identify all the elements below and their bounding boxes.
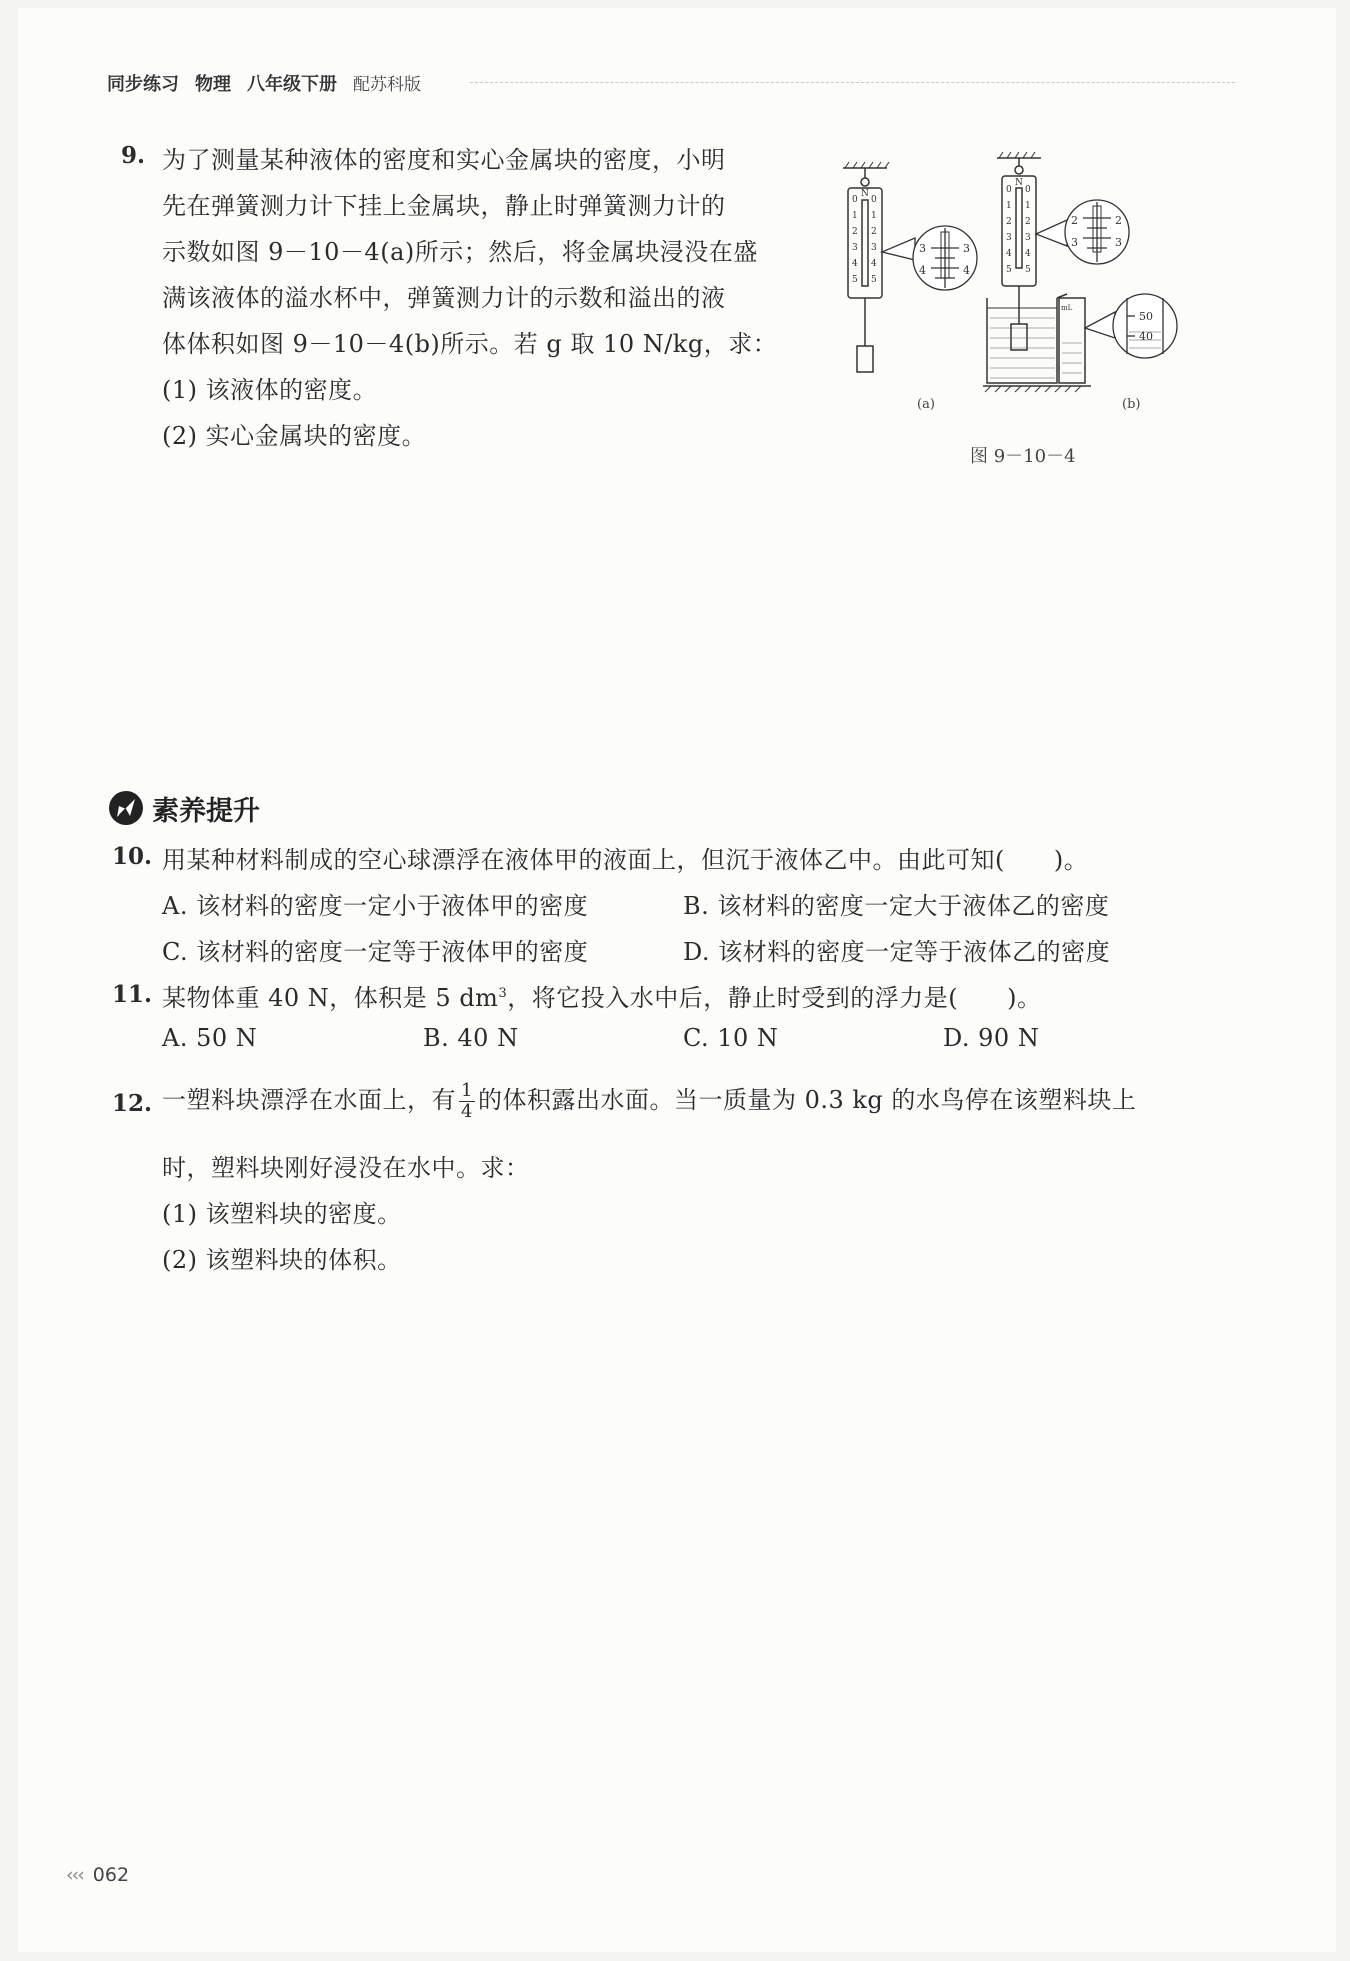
q9-sub-1: (1) 该液体的密度。 [162, 376, 378, 404]
q11-option-d: D. 90 N [943, 1024, 1040, 1052]
q11-option-a: A. 50 N [162, 1024, 258, 1052]
page-header [107, 70, 437, 96]
q9-line-5: 体体积如图 9－10－4(b)所示。若 g 取 10 N/kg，求： [162, 330, 778, 358]
fig-a-zoom-4r: 4 [963, 264, 970, 277]
fig-a-tick-2: 2 [852, 227, 858, 237]
fig-a-tick-3: 3 [852, 243, 858, 253]
figure-b-zoom-scale [1036, 200, 1129, 264]
figure-b-scale [983, 152, 1091, 392]
figure-a-ticks [852, 189, 877, 285]
q12-text-post: 的体积露出水面。当一质量为 0.3 kg 的水鸟停在该塑料块上 [477, 1086, 1137, 1114]
figure-label-a: (a) [917, 397, 935, 412]
q12-line-2: 时，塑料块刚好浸没在水中。求： [162, 1154, 530, 1182]
fig-b-tick-3: 3 [1006, 233, 1012, 243]
fig-b-tick-1r: 1 [1025, 201, 1031, 211]
q11-number: 11. [112, 981, 153, 1008]
fig-a-tick-4r: 4 [871, 259, 877, 269]
fig-b-tick-1: 1 [1006, 201, 1012, 211]
figure-b-water [990, 318, 1082, 378]
q12-text-pre: 一塑料块漂浮在水面上，有 [162, 1086, 456, 1114]
fig-b-tick-3r: 3 [1025, 233, 1031, 243]
header-subject: 物理 [195, 74, 231, 95]
fig-b-tick-0r: 0 [1025, 185, 1031, 195]
q12-sub-1: (1) 该塑料块的密度。 [162, 1200, 402, 1228]
q12-sub-2: (2) 该塑料块的体积。 [162, 1246, 402, 1274]
q11-option-c: C. 10 N [683, 1024, 779, 1052]
header-book: 同步练习 [107, 74, 179, 95]
fig-b-unit: N [1015, 178, 1023, 188]
fig-a-unit: N [861, 189, 869, 199]
section-heading [108, 788, 260, 828]
fig-b-tick-2r: 2 [1025, 217, 1031, 227]
figure-label-b: (b) [1122, 397, 1141, 412]
q10-option-c: C. 该材料的密度一定等于液体甲的密度 [162, 938, 589, 966]
figure-b-zoom-cylinder [1085, 294, 1177, 358]
q9-line-3: 示数如图 9－10－4(a)所示；然后，将金属块浸没在盛 [162, 238, 758, 266]
header-edition: 配苏科版 [353, 75, 421, 95]
page-footer [66, 1864, 129, 1886]
q11-text [162, 978, 1041, 1013]
fig-a-tick-5: 5 [852, 275, 858, 285]
header-divider [470, 82, 1235, 83]
fig-a-tick-0: 0 [852, 195, 858, 205]
q9-number: 9. [121, 142, 146, 169]
fig-b-tick-2: 2 [1006, 217, 1012, 227]
q9-line-4: 满该液体的溢水杯中，弹簧测力计的示数和溢出的液 [162, 284, 726, 312]
q12-fraction [459, 1081, 475, 1122]
fig-b-tick-5r: 5 [1025, 265, 1031, 275]
figure-caption: 图 9－10－4 [970, 446, 1076, 467]
q10-number: 10. [112, 843, 153, 870]
fig-a-zoom-3: 3 [919, 242, 926, 255]
fig-b-zoom-3: 3 [1071, 236, 1078, 249]
figure-spring-scales [835, 148, 1225, 400]
q11-option-b: B. 40 N [423, 1024, 519, 1052]
fig-a-tick-4: 4 [852, 259, 858, 269]
q11-text-pre: 某物体重 40 N，体积是 5 dm [162, 984, 499, 1012]
q12-number: 12. [112, 1090, 153, 1117]
fig-a-zoom-4: 4 [919, 264, 926, 277]
header-grade: 八年级下册 [247, 74, 337, 95]
q10-option-a: A. 该材料的密度一定小于液体甲的密度 [162, 892, 589, 920]
fig-a-tick-1r: 1 [871, 211, 877, 221]
fig-a-zoom-3r: 3 [963, 242, 970, 255]
q10-option-d: D. 该材料的密度一定等于液体乙的密度 [683, 938, 1111, 966]
rocket-arrow-icon [108, 790, 144, 826]
fig-b-tick-0: 0 [1006, 185, 1012, 195]
q12-frac-num: 1 [461, 1080, 473, 1101]
fig-a-tick-0r: 0 [871, 195, 877, 205]
section-title: 素养提升 [152, 795, 260, 827]
fig-b-zoom-3r: 3 [1115, 236, 1122, 249]
q9-line-1: 为了测量某种液体的密度和实心金属块的密度，小明 [162, 146, 726, 174]
fig-b-cyl-40: 40 [1139, 330, 1153, 343]
q10-text: 用某种材料制成的空心球漂浮在液体甲的液面上，但沉于液体乙中。由此可知( )。 [162, 846, 1089, 874]
fig-a-tick-5r: 5 [871, 275, 877, 285]
fig-a-tick-2r: 2 [871, 227, 877, 237]
chevrons-icon: ‹‹‹ [66, 1864, 83, 1886]
fig-a-tick-3r: 3 [871, 243, 877, 253]
fig-b-zoom-2: 2 [1071, 214, 1078, 227]
q9-line-2: 先在弹簧测力计下挂上金属块，静止时弹簧测力计的 [162, 192, 726, 220]
fig-a-tick-1: 1 [852, 211, 858, 221]
q11-text-post: ，将它投入水中后，静止时受到的浮力是( )。 [507, 984, 1042, 1012]
fig-b-tick-5: 5 [1006, 265, 1012, 275]
fig-b-zoom-2r: 2 [1115, 214, 1122, 227]
page-number: 062 [92, 1864, 130, 1886]
q12-text [162, 1076, 1136, 1124]
q11-sup: 3 [498, 986, 508, 1001]
fig-b-cyl-unit: mL [1061, 304, 1073, 312]
q12-frac-den: 4 [461, 1101, 473, 1122]
q9-sub-2: (2) 实心金属块的密度。 [162, 422, 427, 450]
fig-b-cyl-50: 50 [1139, 310, 1153, 323]
fig-b-tick-4r: 4 [1025, 249, 1031, 259]
fig-b-tick-4: 4 [1006, 249, 1012, 259]
q10-option-b: B. 该材料的密度一定大于液体乙的密度 [683, 892, 1110, 920]
figure-a-zoom [882, 226, 977, 290]
